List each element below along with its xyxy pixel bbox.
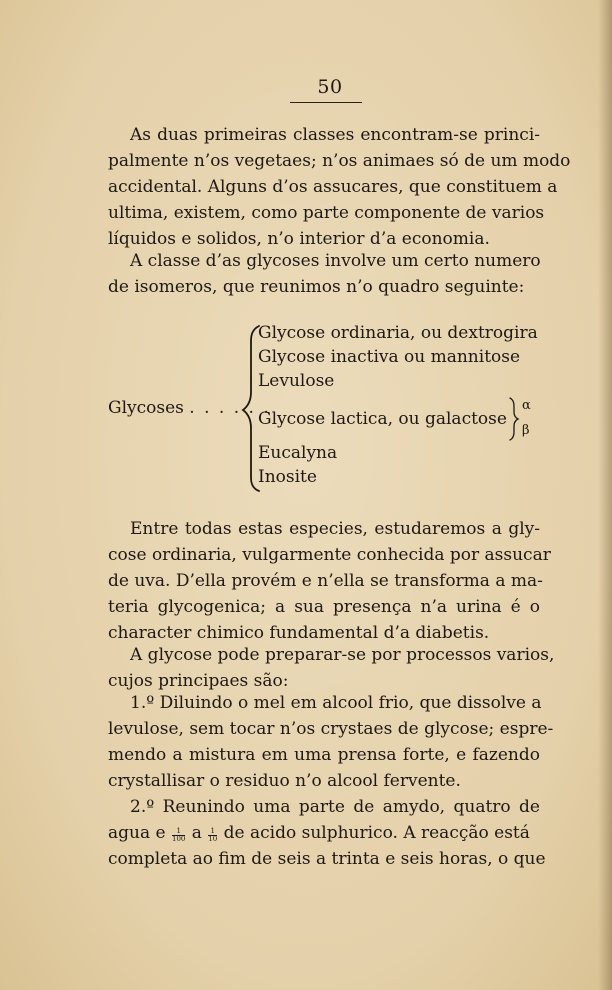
text-line-with-fractions xyxy=(108,820,540,846)
text-line: mendo a mistura em uma prensa forte, e fazendo xyxy=(108,745,540,765)
text-line: de isomeros, que reunimos n’o quadro seguinte: xyxy=(108,277,525,297)
variant-alpha: α xyxy=(522,398,531,413)
left-brace xyxy=(243,326,259,491)
paragraph-preparation xyxy=(108,642,555,694)
fraction-numerator: 1 xyxy=(172,828,185,836)
text-fragment: agua e xyxy=(108,823,166,843)
fraction-denominator: 100 xyxy=(171,835,186,843)
text-line: de uva. D’ella provém e n’ella se transforma a ma- xyxy=(108,571,543,591)
isomer-item: Eucalyna xyxy=(258,443,338,463)
text-line: palmente n’os vegetaes; n’os animaes só de um modo xyxy=(108,151,571,171)
text-line: Entre todas estas especies, estudaremos a gly- xyxy=(130,519,540,539)
group-label-text: Glycoses xyxy=(108,398,184,418)
text-line: ultima, existem, como parte componente de varios xyxy=(108,203,545,223)
text-line: levulose, sem tocar n’os crystaes de glycose; espre- xyxy=(108,719,554,739)
isomer-item: Glycose ordinaria, ou dextrogira xyxy=(258,323,538,343)
isomer-item: Glycose inactiva ou mannitose xyxy=(258,347,521,367)
text-line: 2.º Reunindo uma parte de amydo, quatro de xyxy=(130,797,540,817)
paragraph-species xyxy=(108,516,551,646)
variant-beta: β xyxy=(522,423,530,438)
small-brace xyxy=(510,398,518,440)
text-line: A classe d’as glycoses involve um certo numero xyxy=(130,251,541,271)
isomer-item: Glycose lactica, ou galactose xyxy=(258,409,507,429)
isomer-item: Inosite xyxy=(258,467,317,487)
fraction-denominator: 10 xyxy=(208,835,218,843)
text-line: cujos principaes são: xyxy=(108,671,289,691)
fraction xyxy=(172,828,185,843)
text-line: completa ao fim de seis a trinta e seis horas, o que xyxy=(108,849,546,869)
text-line: character chimico fundamental d’a diabetis. xyxy=(108,623,490,643)
fraction xyxy=(208,828,217,843)
text-line: A glycose pode preparar-se por processos varios, xyxy=(130,645,555,665)
text-line: 1.º Diluindo o mel em alcool frio, que dissolve a xyxy=(130,693,542,713)
leader-dots: . . . . . . xyxy=(189,398,271,418)
text-line: cose ordinaria, vulgarmente conhecida por assucar xyxy=(108,545,551,565)
text-line: teria glycogenica; a sua presença n’a urina é o xyxy=(108,597,540,617)
text-fragment: a xyxy=(191,823,202,843)
isomer-item: Levulose xyxy=(258,371,335,391)
text-line: crystallisar o residuo n’o alcool fervente. xyxy=(108,771,461,791)
list-item-2 xyxy=(108,794,546,872)
text-line: líquidos e solidos, n’o interior d’a economia. xyxy=(108,229,490,249)
page-number: 50 xyxy=(317,76,343,98)
text-line: As duas primeiras classes encontram-se princi- xyxy=(130,125,540,145)
list-item-1 xyxy=(108,690,554,794)
text-line: accidental. Alguns d’os assucares, que constituem a xyxy=(108,177,558,197)
text-fragment: de acido sulphurico. A reacção está xyxy=(223,823,530,843)
fraction-numerator: 1 xyxy=(208,828,217,836)
